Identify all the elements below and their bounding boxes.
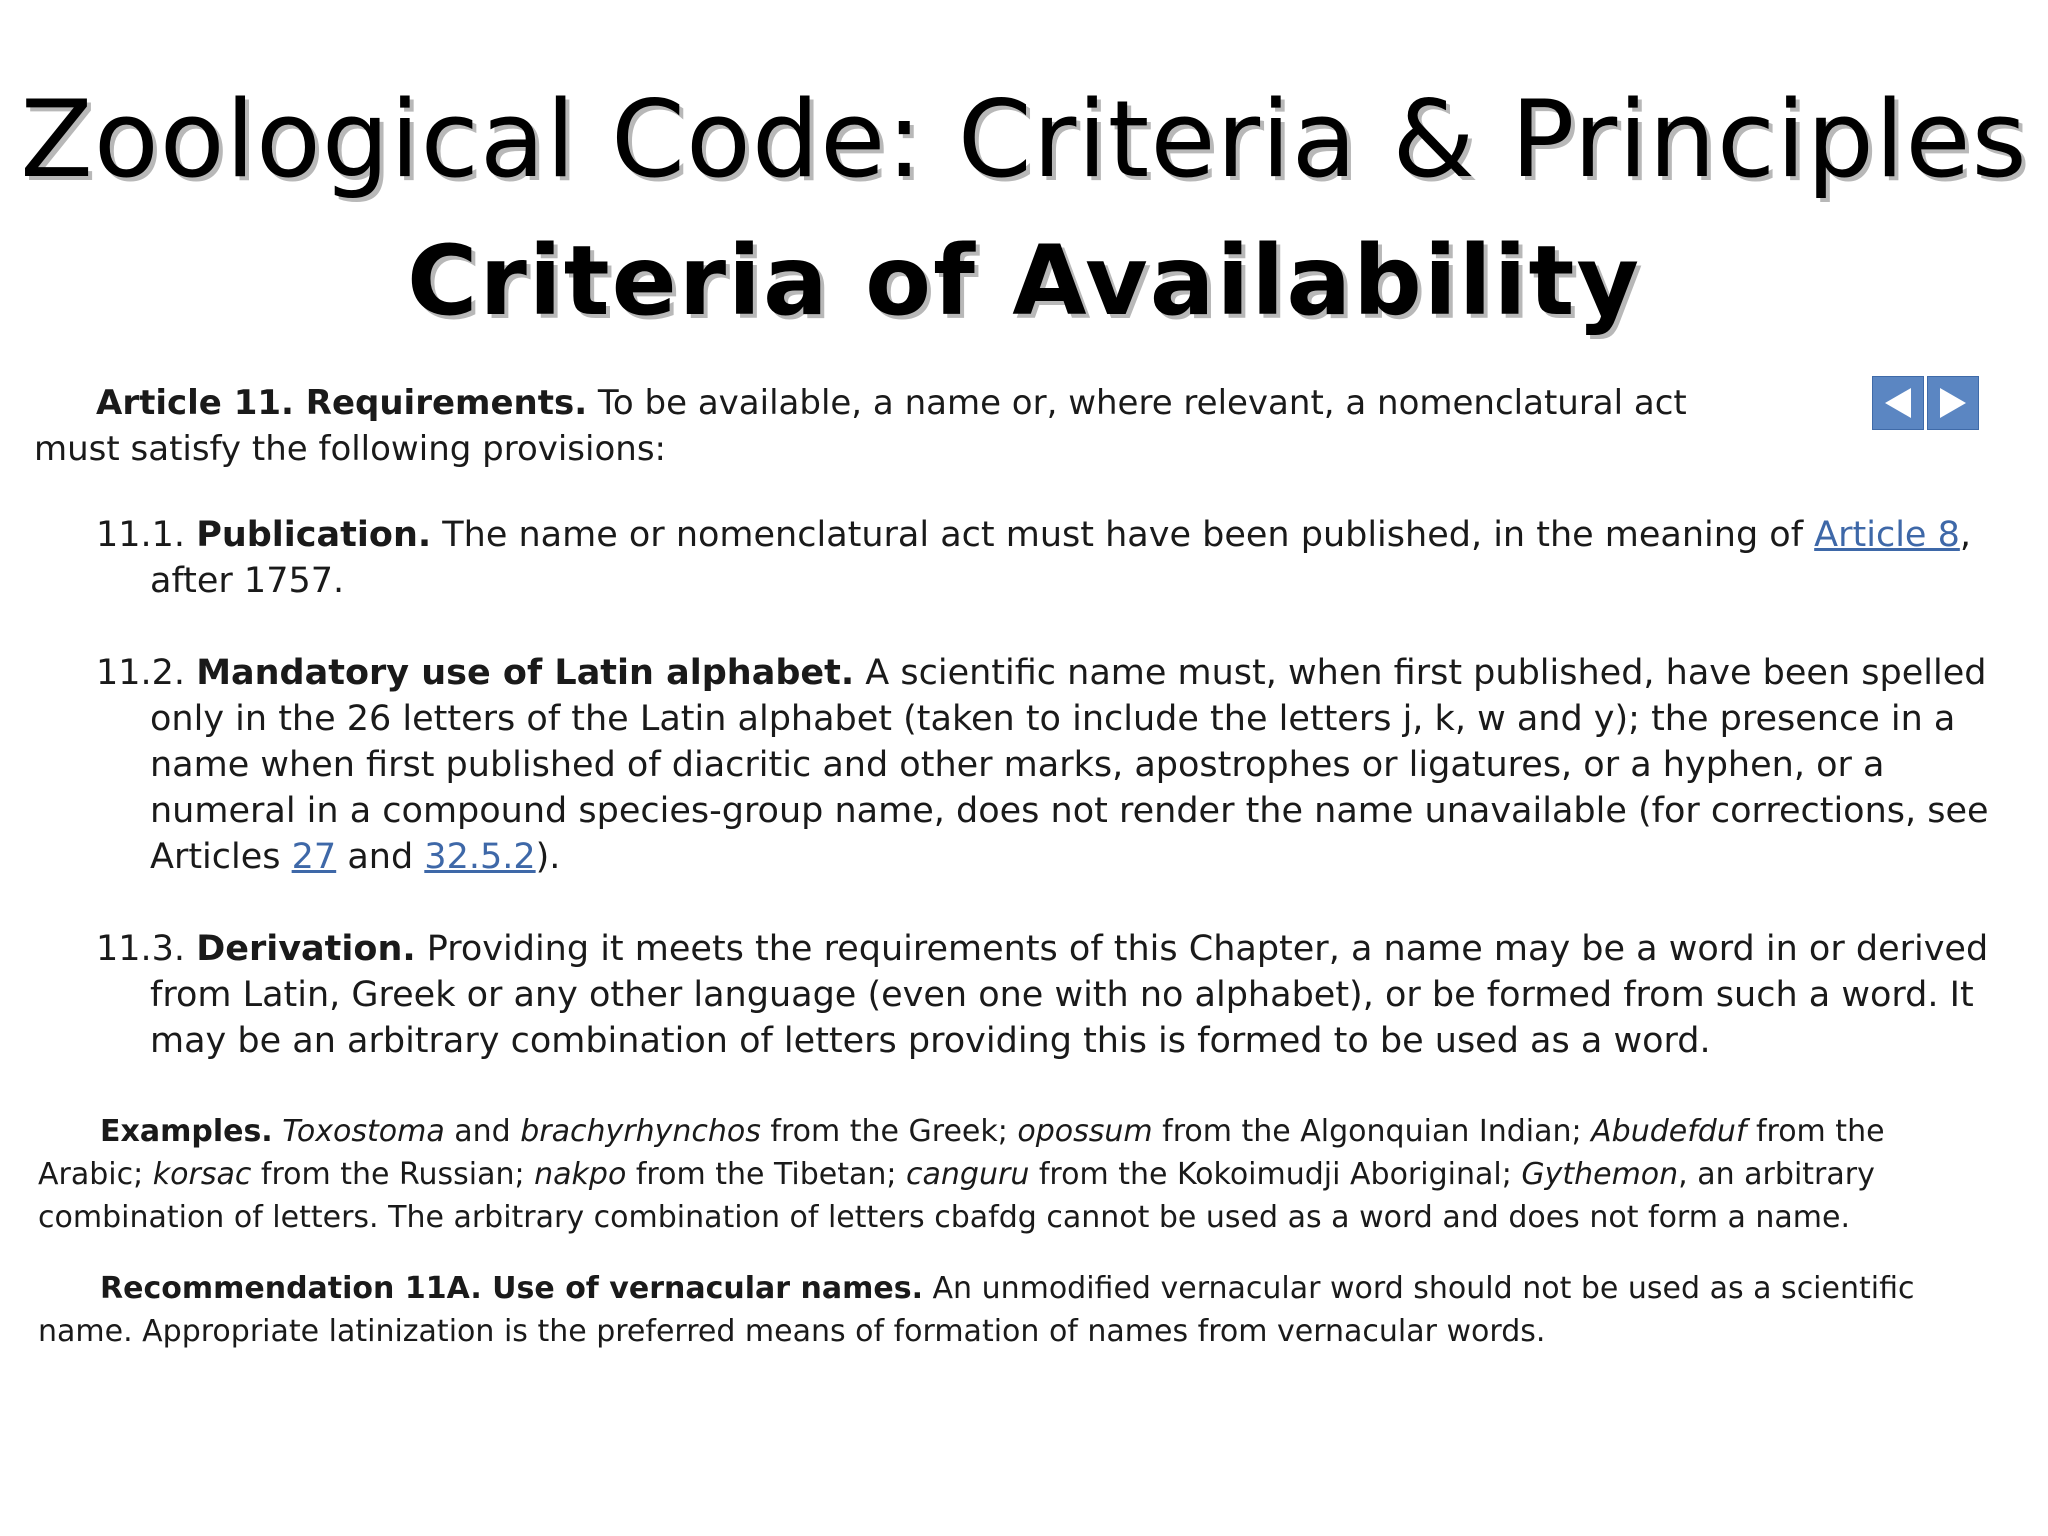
article-heading: Article 11. Requirements.	[96, 383, 588, 423]
recommendation-heading: Recommendation 11A. Use of vernacular names.	[100, 1271, 923, 1306]
article-27-link[interactable]: 27	[291, 837, 337, 877]
provision-heading: Mandatory use of Latin alphabet.	[196, 653, 855, 693]
example-name: brachyrhynchos	[520, 1114, 761, 1149]
provision-11-1	[96, 512, 1994, 604]
example-name: Toxostoma	[282, 1114, 445, 1149]
provision-11-2	[96, 650, 1994, 880]
slide-title: Zoological Code: Criteria & Principles	[20, 78, 2028, 201]
recommendation-text: An unmodified vernacular word should not be used as a scientific name. Appropriate latinization is the preferred means of formation of names from vernacular words.	[38, 1271, 1915, 1349]
article-8-link[interactable]: Article 8	[1814, 515, 1960, 555]
example-name: nakpo	[534, 1157, 627, 1192]
provision-number: 11.3.	[96, 929, 197, 969]
provision-text-middle: and	[336, 837, 425, 877]
examples-text: from the Greek;	[760, 1114, 1018, 1149]
example-name: Abudefduf	[1591, 1114, 1747, 1149]
article-32-5-2-link[interactable]: 32.5.2	[424, 837, 536, 877]
example-name: canguru	[906, 1157, 1030, 1192]
recommendation-paragraph	[38, 1267, 1994, 1353]
provision-text: A scientific name must, when first published, have been spelled only in the 26 letters of the Latin alphabet (taken to include the letters j, k, w and y); the presence in a name when first published of diacritic and other marks, apostrophes or ligatures, or a hyphen, or a numeral in a compound species-group name, does not render the name unavailable (for corrections, see Articles	[150, 653, 1989, 877]
examples-heading: Examples.	[100, 1114, 273, 1149]
examples-text: and	[444, 1114, 521, 1149]
slide-subtitle: Criteria of Availability	[406, 225, 1642, 337]
provision-text-end: , after 1757.	[150, 515, 1971, 601]
provision-text: Providing it meets the requirements of this Chapter, a name may be a word in or derived from Latin, Greek or any other language (even one with no alphabet), or be formed from such a word. It may be an arbitrary combination of letters providing this is formed to be used as a word.	[150, 929, 1989, 1061]
article-11-intro	[34, 380, 1734, 472]
examples-text: , an arbitrary combination of letters. The arbitrary combination of letters cbafdg cannot be used as a word and does not form a name.	[38, 1157, 1875, 1235]
provision-text-end: ).	[535, 837, 561, 877]
article-text: To be available, a name or, where relevant, a nomenclatural act must satisfy the following provisions:	[34, 383, 1687, 469]
provision-heading: Publication.	[196, 515, 432, 555]
example-name: opossum	[1017, 1114, 1153, 1149]
provision-11-3	[96, 926, 1994, 1064]
provision-number: 11.2.	[96, 653, 197, 693]
examples-text: from the Russian;	[251, 1157, 535, 1192]
examples-text: from the Algonquian Indian;	[1152, 1114, 1592, 1149]
document-content	[34, 380, 1994, 1381]
example-name: Gythemon	[1521, 1157, 1679, 1192]
provision-number: 11.1.	[96, 515, 197, 555]
provision-heading: Derivation.	[196, 929, 416, 969]
examples-text: from the Kokoimudji Aboriginal;	[1029, 1157, 1522, 1192]
examples-text	[273, 1114, 283, 1149]
provision-text: The name or nomenclatural act must have been published, in the meaning of	[431, 515, 1815, 555]
examples-text: from the Tibetan;	[626, 1157, 907, 1192]
examples-text: from the Arabic;	[38, 1114, 1885, 1192]
examples-paragraph	[38, 1110, 1994, 1239]
example-name: korsac	[152, 1157, 252, 1192]
